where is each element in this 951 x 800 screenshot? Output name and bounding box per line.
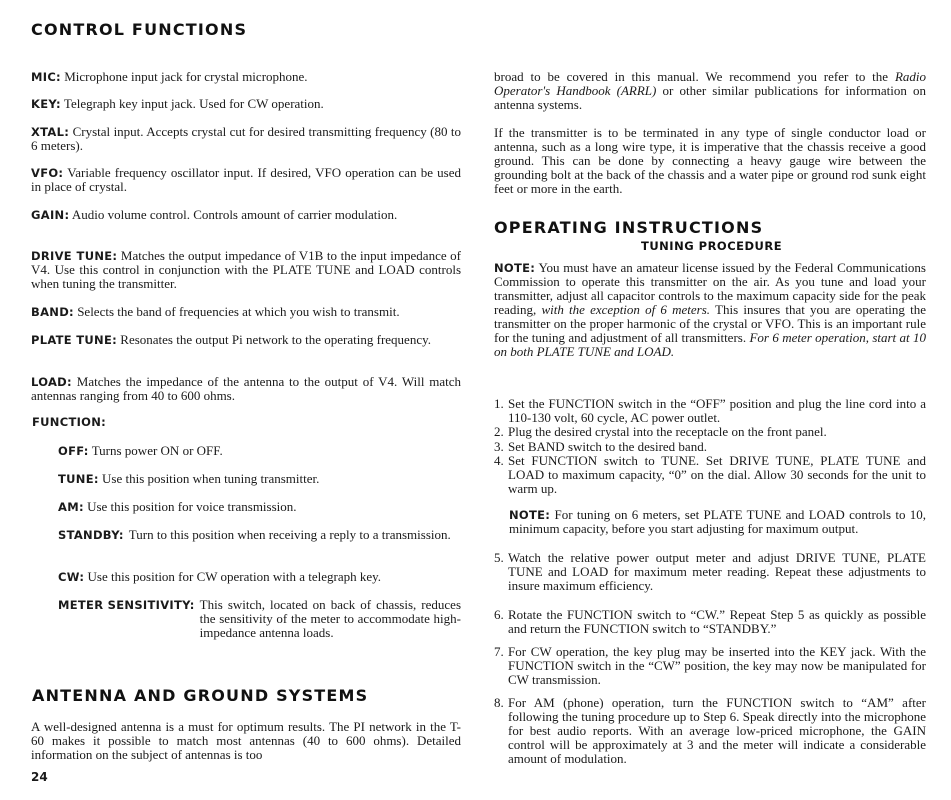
term-text: Audio volume control. Controls amount of carrier modulation. (71, 207, 398, 222)
term-label: KEY: (31, 97, 61, 111)
control-plate-tune (31, 333, 461, 347)
step-number: 1. (494, 396, 504, 411)
control-mic (31, 70, 461, 84)
control-xtal (31, 125, 461, 153)
ground-paragraph: If the transmitter is to be terminated in any type of single conductor load or antenna, such as a long wire type, it is imperative that the chassis receive a good ground. This can be done by connecting a heavy gauge wire between the grounding bolt at the back of the chassis and a water pipe or ground rod sunk eight feet or more in the earth. (494, 125, 926, 196)
step-text: Set BAND switch to the desired band. (508, 439, 707, 454)
term-label: TUNE: (58, 472, 99, 486)
step-text: For CW operation, the key plug may be inserted into the KEY jack. With the FUNCTION switch in the “CW” position, the key may now be manipulated for CW transmission. (508, 644, 926, 687)
term-text: Crystal input. Accepts crystal cut for desired transmitting frequency (80 to 6 meters). (31, 124, 462, 153)
step-7 (494, 645, 926, 687)
term-label: LOAD: (31, 375, 72, 389)
term-text: Turn to this position when receiving a reply to a transmission. (128, 527, 451, 542)
note-label: NOTE: (509, 508, 551, 522)
term-label: OFF: (58, 444, 89, 458)
term-label: GAIN: (31, 208, 70, 222)
term-label: STANDBY: (58, 528, 124, 542)
term-label: XTAL: (31, 125, 70, 139)
term-text: Use this position for voice transmission. (87, 499, 297, 514)
step-text: Plug the desired crystal into the receptacle on the front panel. (508, 424, 827, 439)
term-text: Use this position for CW operation with a telegraph key. (87, 569, 382, 584)
step-number: 3. (494, 439, 504, 454)
control-key (31, 97, 461, 111)
heading-antenna-ground: ANTENNA AND GROUND SYSTEMS (32, 686, 369, 705)
control-vfo (31, 166, 461, 194)
note-text: For tuning on 6 meters, set PLATE TUNE and LOAD controls to 10, minimum capacity, before you start adjusting for maximum output. (509, 507, 927, 536)
step-number: 6. (494, 607, 504, 622)
note-text: You must have an amateur license issued by the Federal Communications Commission to operate this transmitter on the air. As you tune and load your transmitter, adjust all capacitor controls to the maximum capacity side for the peak reading, (494, 260, 926, 317)
step-6 (494, 608, 926, 636)
step-5 (494, 551, 926, 593)
term-label: DRIVE TUNE: (31, 249, 118, 263)
subheading-tuning-procedure: TUNING PROCEDURE (641, 239, 783, 253)
step-number: 2. (494, 424, 504, 439)
antenna-continuation (494, 70, 926, 112)
term-text: Microphone input jack for crystal microphone. (64, 69, 308, 84)
page-number: 24 (31, 770, 48, 784)
step-1 (494, 397, 926, 425)
antenna-cont-text-end: or other similar publications for information on antenna systems. (494, 83, 926, 112)
antenna-cont-text: broad to be covered in this manual. We recommend you refer to the (494, 69, 889, 84)
term-text: Resonates the output Pi network to the operating frequency. (120, 332, 431, 347)
step-number: 7. (494, 644, 504, 659)
control-gain (31, 208, 461, 222)
function-meter-sensitivity (58, 598, 461, 640)
step-2 (494, 425, 926, 439)
step-number: 8. (494, 695, 504, 710)
step-number: 4. (494, 453, 504, 468)
term-text: Matches the impedance of the antenna to the output of V4. Will match antennas ranging from 40 to 600 ohms. (31, 374, 462, 403)
step-8 (494, 696, 926, 766)
step-text: Watch the relative power output meter and adjust DRIVE TUNE, PLATE TUNE and LOAD for maximum meter reading. Repeat these adjustments to insure maximum efficiency. (508, 550, 926, 593)
heading-operating-instructions: OPERATING INSTRUCTIONS (494, 218, 764, 237)
control-drive-tune (31, 249, 461, 291)
heading-control-functions: CONTROL FUNCTIONS (31, 20, 248, 39)
term-text: Matches the output impedance of V1B to the input impedance of V4. Use this control in conjunction with the PLATE TUNE and LOAD controls when tuning the transmitter. (31, 248, 462, 291)
term-text: This switch, located on back of chassis, reduces the sensitivity of the meter to accommodate high-impedance antenna loads. (199, 597, 461, 640)
step-text: Set the FUNCTION switch in the “OFF” position and plug the line cord into a 110-130 volt, 60 cycle, AC power outlet. (508, 396, 926, 425)
antenna-paragraph: A well-designed antenna is a must for optimum results. The PI network in the T-60 makes it possible to match most antennas (40 to 600 ohms). Detailed information on the subject of antennas is too (31, 719, 461, 762)
term-text: Variable frequency oscillator input. If desired, VFO operation can be used in place of crystal. (31, 165, 461, 194)
term-text: Turns power ON or OFF. (91, 443, 223, 458)
note-label: NOTE: (494, 261, 536, 275)
handbook-title: Radio Operator's Handbook (ARRL) (494, 69, 926, 98)
note-paragraph (494, 261, 926, 359)
note-6m-instruction: For 6 meter operation, start at 10 on both PLATE TUNE and LOAD. (494, 330, 927, 359)
step-3 (494, 440, 926, 454)
note-text-mid: This insures that you are operating the transmitter on the proper harmonic of the crystal or VFO. This is an important rule for the tuning and adjustment of all transmitters. (494, 302, 926, 345)
function-standby (58, 528, 461, 542)
function-tune (58, 472, 461, 486)
step-4 (494, 454, 926, 496)
function-heading: FUNCTION: (32, 415, 107, 429)
term-label: AM: (58, 500, 84, 514)
term-text: Telegraph key input jack. Used for CW operation. (63, 96, 324, 111)
step-4-note (509, 508, 926, 536)
function-off (58, 444, 461, 458)
note-exception: with the exception of 6 meters. (541, 302, 711, 317)
term-text: Selects the band of frequencies at which you wish to transmit. (77, 304, 400, 319)
control-load (31, 375, 461, 403)
term-label: MIC: (31, 70, 61, 84)
term-text: Use this position when tuning transmitter. (102, 471, 320, 486)
step-text: For AM (phone) operation, turn the FUNCTION switch to “AM” after following the tuning procedure up to Step 6. Speak directly into the microphone for best audio reports. With an average low-priced microphone, the GAIN control will be approximately at 3 and the meter will indicate a considerable amount of modulation. (508, 695, 926, 766)
step-number: 5. (494, 550, 504, 565)
step-text: Rotate the FUNCTION switch to “CW.” Repeat Step 5 as quickly as possible and return the FUNCTION switch to “STANDBY.” (508, 607, 926, 636)
term-label: BAND: (31, 305, 74, 319)
step-text: Set FUNCTION switch to TUNE. Set DRIVE TUNE, PLATE TUNE and LOAD to maximum capacity, “0” on the dial. Allow 30 seconds for the unit to warm up. (508, 453, 926, 496)
function-cw (58, 570, 461, 584)
control-band (31, 305, 461, 319)
term-label: METER SENSITIVITY: (58, 598, 195, 612)
term-label: VFO: (31, 166, 64, 180)
term-label: PLATE TUNE: (31, 333, 118, 347)
function-am (58, 500, 461, 514)
term-label: CW: (58, 570, 85, 584)
